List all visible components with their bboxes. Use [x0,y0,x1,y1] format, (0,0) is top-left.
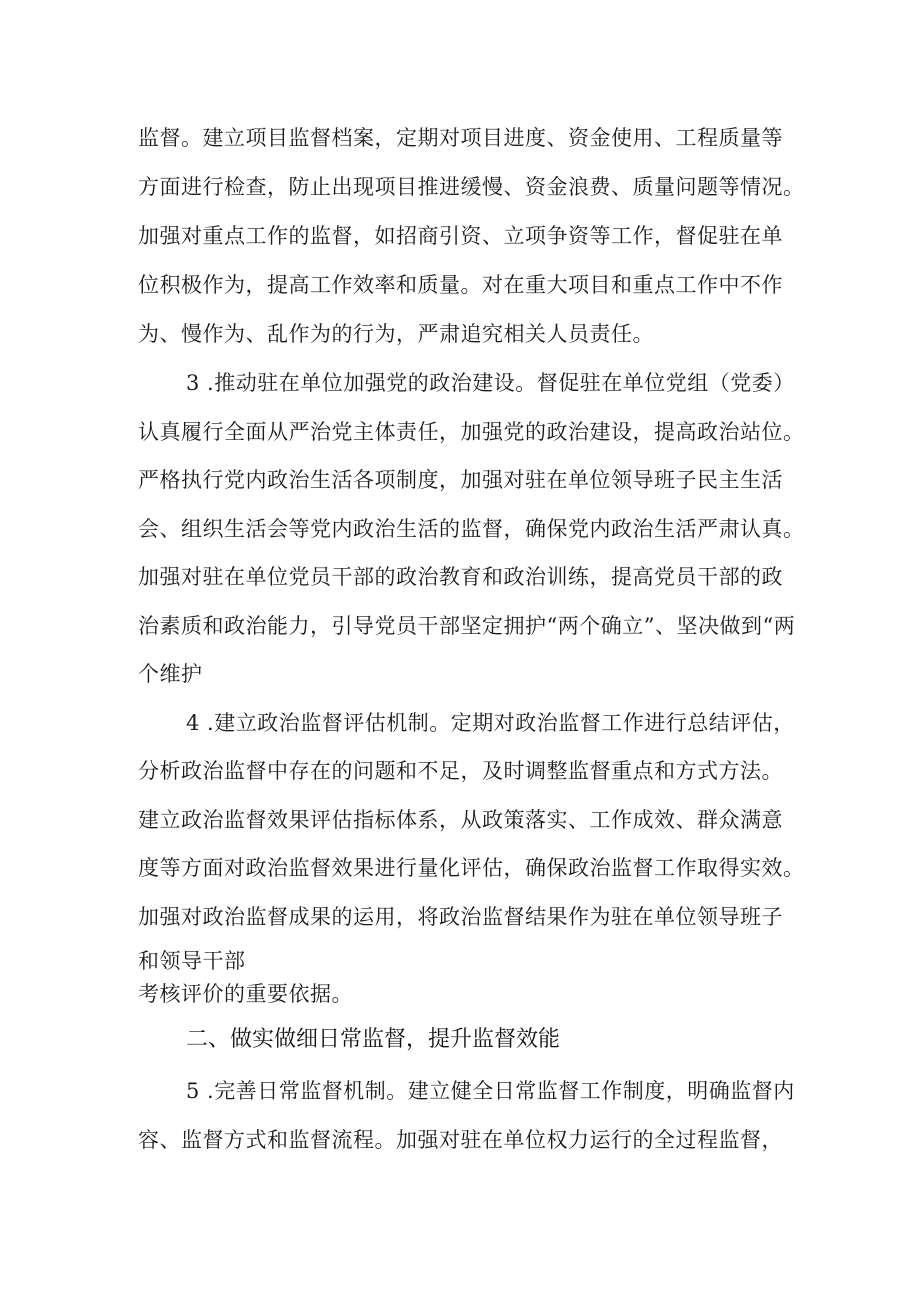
body-text-line: 会、组织生活会等党内政治生活的监督，确保党内政治生活严肃认真。 [138,517,805,541]
body-text-line: 认真履行全面从严治党主体责任，加强党的政治建设，提高政治站位。 [138,420,805,444]
body-text-line: 容、监督方式和监督流程。加强对驻在单位权力运行的全过程监督， [138,1128,783,1152]
body-text-line: 方面进行检查，防止出现项目推进缓慢、资金浪费、质量问题等情况。 [138,175,805,199]
body-text-line: 监督。建立项目监督档案，定期对项目进度、资金使用、工程质量等 [138,126,783,150]
body-text-line: 加强对驻在单位党员干部的政治教育和政治训练，提高党员干部的政 [138,565,783,589]
body-text-line: 分析政治监督中存在的问题和不足，及时调整监督重点和方式方法。 [138,759,783,783]
body-text-line: 治素质和政治能力，引导党员干部坚定拥护“两个确立”、坚决做到“两 [138,614,796,638]
body-text-line: 3 .推动驻在单位加强党的政治建设。督促驻在单位党组（党委） [186,371,795,395]
body-text-line: 考核评价的重要依据。 [138,982,353,1006]
body-text-line: 加强对重点工作的监督，如招商引资、立项争资等工作，督促驻在单 [138,224,783,248]
body-text-line: 建立政治监督效果评估指标体系，从政策落实、工作成效、群众满意 [138,808,783,832]
body-text-line: 位积极作为，提高工作效率和质量。对在重大项目和重点工作中不作 [138,273,783,297]
section-heading: 二、做实做细日常监督，提升监督效能 [186,1027,561,1052]
body-text-line: 加强对政治监督成果的运用，将政治监督结果作为驻在单位领导班子 [138,905,783,929]
body-text-line: 度等方面对政治监督效果进行量化评估，确保政治监督工作取得实效。 [138,856,805,880]
body-text-line: 严格执行党内政治生活各项制度，加强对驻在单位领导班子民主生活 [138,468,783,492]
body-text-line: 为、慢作为、乱作为的行为，严肃追究相关人员责任。 [138,322,654,346]
body-text-line: 4 .建立政治监督评估机制。定期对政治监督工作进行总结评估， [186,711,795,735]
body-text-line: 和领导干部 [138,949,246,973]
body-text-line: 5 .完善日常监督机制。建立健全日常监督工作制度，明确监督内 [186,1079,795,1103]
body-text-line: 个维护 [138,662,203,686]
